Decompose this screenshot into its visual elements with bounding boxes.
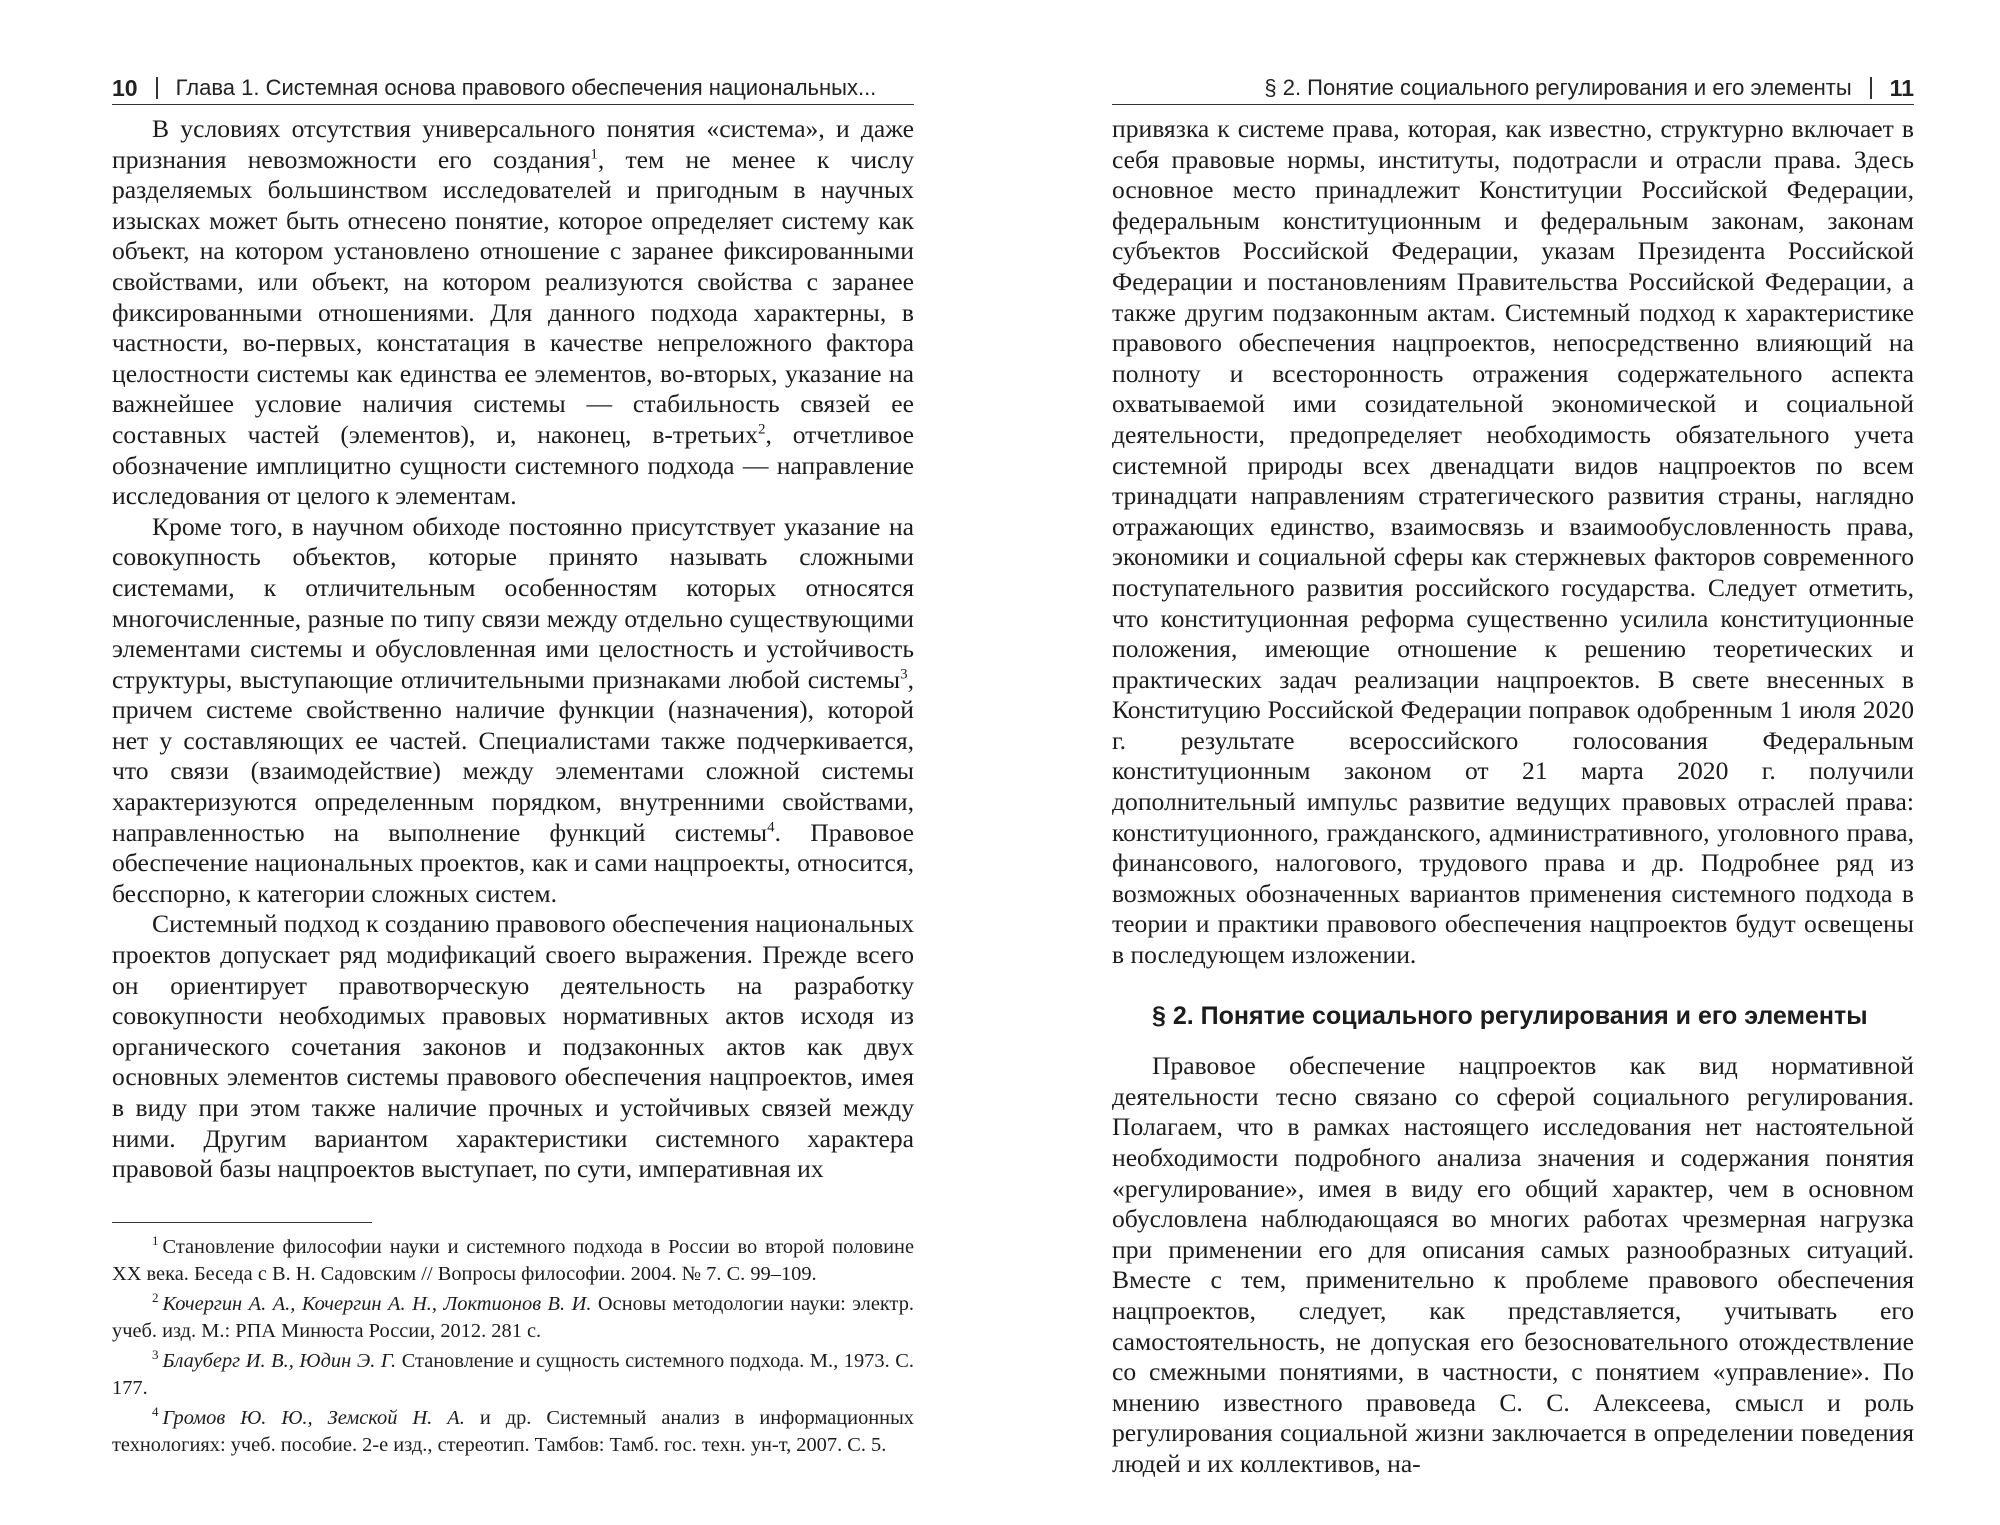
paragraph	[112, 114, 914, 512]
paragraph: Правовое обеспечение нацпроектов как вид нормативной деятельности тесно связано со сферой социального регулирования. Полагаем, что в рамках настоящего исследования нет настоятельной необходимости подробного анализа значения и содержания понятия «регулирование», имея в виду его общий характер, чем в основном обусловлена наблюдающаяся во многих работах чрезмерная нагрузка при применении его для описания самых разнообразных ситуаций. Вместе с тем, применительно к проблеме правового обеспечения нацпроектов, следует, как представляется, учитывать его самостоятельность, не допуская его безосновательного отождествление со смежными понятиями, в частности, с понятием «управление». По мнению известного правоведа С. С. Алексеева, смысл и роль регулирования социальной жизни заключается в определении поведения людей и их коллективов, на-	[1112, 1051, 1914, 1478]
paragraph	[112, 909, 914, 1184]
text-run: , тем не менее к числу разделяемых большинством исследователей и пригодным в научных изысках может быть отнесено понятие, которое определяет систему как объект, на котором установлено отношение с заранее фиксированными свойствами, или объект, на котором реализуются свойства с заранее фиксированными отношениями. Для данного подхода характерны, в частности, во-первых, констатация в качестве непреложного фактора целостности системы как единства ее элементов, во-вторых, указание на важнейшее условие наличия системы — стабильность связей ее составных частей (элементов), и, наконец, в-третьих	[112, 144, 914, 449]
chapter-title: Глава 1. Системная основа правового обеспечения национальных...	[175, 75, 877, 100]
header-separator	[1870, 77, 1872, 99]
text-run: В условиях отсутствия универсального понятия «система», и даже признания невозможности его создания	[112, 114, 914, 174]
header-separator	[156, 77, 158, 99]
paragraph-continuation: привязка к системе права, которая, как известно, структурно включает в себя правовые нормы, институты, подотрасли и отрасли права. Здесь основное место принадлежит Конституции Российской Федерации, федеральным конституционным и федеральным законам, законам субъектов Российской Федерации, указам Президента Российской Федерации и постановлениям Правительства Российской Федерации, а также другим подзаконным актам. Системный подход к характеристике правового обеспечения нацпроектов, непосредственно влияющий на полноту и всесторонность отражения содержательного аспекта охватываемой ими созидательной экономической и социальной деятельности, предопределяет необходимость обязательного учета системной природы всех двенадцати видов нацпроектов по всем тринадцати направлениям стратегического развития страны, наглядно отражающих единство, взаимосвязь и взаимообусловленность права, экономики и социальной сферы как стержневых факторов современного поступательного развития российского государства. Следует отметить, что конституционная реформа существенно усилила конституционные положения, имеющие отношение к решению теоретических и практических задач реализации нацпроектов. В свете внесенных в Конституцию Российской Федерации поправок одобренным 1 июля 2020 г. результате всероссийского голосования Федеральным конституционным законом от 21 марта 2020 г. получили дополнительный импульс развитие ведущих правовых отраслей права: конституционного, гражданского, административного, уголовного права, финансового, налогового, трудового права и др. Подробнее ряд из возможных обозначенных вариантов применения системного подхода в теории и практики правового обеспечения нацпроектов будут освещены в последующем изложении.	[1112, 114, 1914, 970]
footnote-authors: Блауберг И. В., Юдин Э. Г.	[162, 1350, 397, 1372]
footnote-ref: 1	[590, 146, 598, 163]
footnote-text: Становление и сущность системного подхода. М., 1973. С. 177.	[112, 1350, 914, 1399]
section-heading: § 2. Понятие социального регулирования и его элементы	[1152, 1001, 1868, 1030]
page-number-left: 10	[112, 74, 138, 101]
page-number-right: 11	[1889, 74, 1914, 101]
footnote-authors: Громов Ю. Ю., Земской Н. А.	[162, 1407, 465, 1429]
text-run: , причем системе свойственно наличие функции (назначения), которой нет у составляющих ее частей. Специалистами также подчеркивается, что связи (взаимодействие) между элементами сложной системы характеризуются определенным порядком, внутренними свойствами, направленностью на выполнение функций системы	[112, 664, 914, 847]
footnote	[112, 1348, 914, 1402]
footnote-mark: 4	[152, 1404, 159, 1420]
left-body-text	[112, 114, 914, 1185]
footnote-ref: 2	[757, 421, 766, 438]
footnote-text: Становление философии науки и системного подхода в России во второй половине XX века. Беседа с В. Н. Садовским // Вопросы философии. 2004. № 7. С. 99–109.	[112, 1236, 914, 1285]
text-run: , отчетливое обозначение имплицитно сущности системного подхода — направление исследования от целого к элементам.	[112, 419, 914, 511]
header-rule-right	[1112, 104, 1914, 105]
running-head-left	[112, 72, 914, 104]
footnote	[112, 1405, 914, 1459]
paragraph	[112, 512, 914, 910]
footnote-authors: Кочергин А. А., Кочергин А. Н., Локтионов В. И.	[162, 1293, 592, 1315]
right-body-text	[1112, 114, 1914, 1480]
footnotes	[112, 1234, 914, 1462]
text-run: Системный подход к созданию правового обеспечения национальных проектов допускает ряд модификаций своего выражения. Прежде всего он ориентирует правотворческую деятельность на разработку совокупности необходимых правовых нормативных актов исходя из органического сочетания законов и подзаконных актов как двух основных элементов системы правового обеспечения нацпроектов, имея в виду при этом также наличие прочных и устойчивых связей между ними. Другим вариантом характеристики системного характера правовой базы нацпроектов выступает, по сути, императивная их	[112, 909, 914, 1184]
running-head-right	[1112, 72, 1914, 104]
header-rule-left	[112, 104, 914, 105]
text-run: . Правовое обеспечение национальных проектов, как и сами нацпроекты, относится, бесспорно, к категории сложных систем.	[112, 817, 914, 908]
footnote-mark: 1	[152, 1233, 159, 1249]
footnote-mark: 2	[152, 1290, 159, 1306]
footnote-ref: 3	[900, 666, 908, 683]
text-run: Кроме того, в научном обиходе постоянно присутствует указание на совокупность объектов, которые принято называть сложными системами, к отличительным особенностям которых относятся многочисленные, разные по типу связи между отдельно существующими элементами системы и обусловленная ими целостность и устойчивость структуры, выступающие отличительными признаками любой системы	[112, 511, 914, 694]
footnote-mark: 3	[152, 1347, 159, 1363]
footnote	[112, 1291, 914, 1345]
footnote-text: Основы методологии науки: электр. учеб. изд. М.: РПА Минюста России, 2012. 281 с.	[112, 1293, 914, 1342]
section-running-title: § 2. Понятие социального регулирования и его элементы	[1264, 75, 1852, 100]
right-page	[1000, 0, 2000, 1525]
footnote-ref: 4	[767, 819, 775, 836]
footnote	[112, 1234, 914, 1288]
footnote-text: и др. Системный анализ в информационных технологиях: учеб. пособие. 2-е изд., стереотип. Тамбов: Тамб. гос. техн. ун-т, 2007. С. 5.	[112, 1407, 914, 1456]
footnote-rule	[112, 1222, 372, 1223]
